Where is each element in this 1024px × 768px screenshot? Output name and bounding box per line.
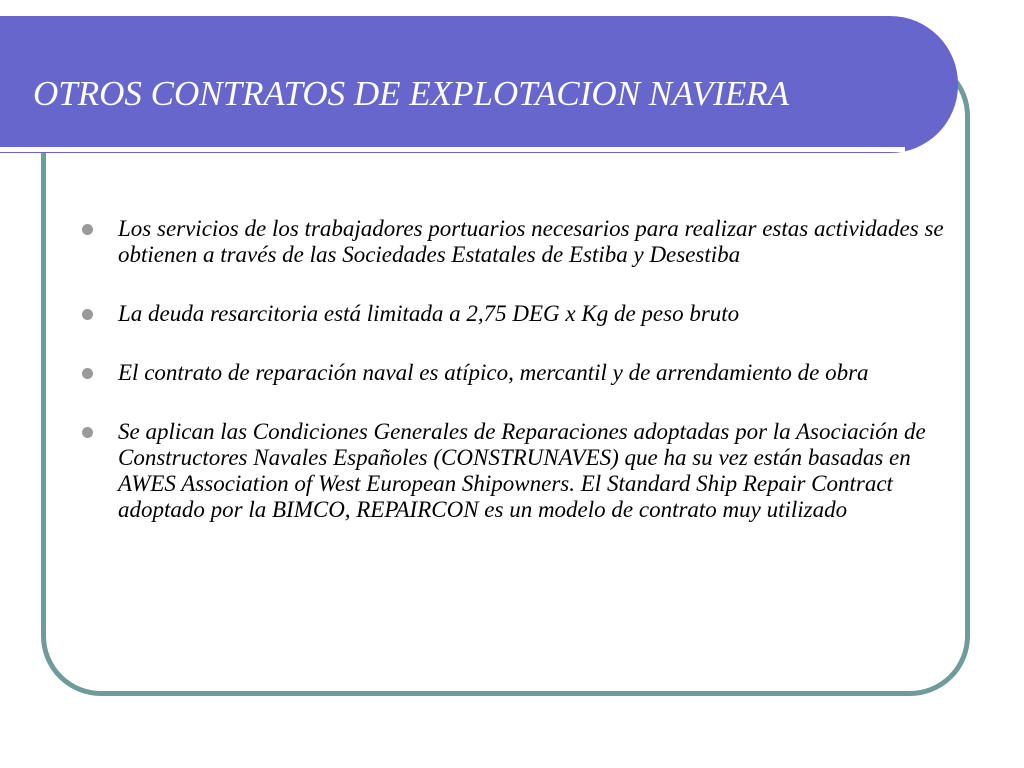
bullet-text: Se aplican las Condiciones Generales de Reparaciones adoptadas por la Asociación de Constructores Navales Españoles (CONSTRUNAVES) que ha su vez están basadas en AWES Association of West European Shipowners. El Standard Ship Repair Contract adoptado por la BIMCO, REPAIRCON es un modelo de contrato muy utilizado — [118, 419, 926, 522]
bullet-dot-icon — [82, 224, 93, 235]
bullet-dot-icon — [82, 427, 93, 438]
bullet-text: La deuda resarcitoria está limitada a 2,75 DEG x Kg de peso bruto — [118, 301, 740, 326]
title-underline — [0, 147, 905, 152]
bullet-dot-icon — [82, 309, 93, 320]
bullet-list — [80, 216, 950, 556]
bullet-item — [80, 419, 950, 523]
title-band — [0, 16, 958, 153]
bullet-item — [80, 301, 950, 327]
bullet-item — [80, 216, 950, 268]
bullet-item — [80, 360, 950, 386]
bullet-text: El contrato de reparación naval es atípico, mercantil y de arrendamiento de obra — [118, 360, 869, 385]
bullet-text: Los servicios de los trabajadores portuarios necesarios para realizar estas actividades se obtienen a través de las Sociedades Estatales de Estiba y Desestiba — [118, 216, 944, 267]
slide-title: OTROS CONTRATOS DE EXPLOTACION NAVIERA — [33, 74, 789, 113]
bullet-dot-icon — [82, 368, 93, 379]
